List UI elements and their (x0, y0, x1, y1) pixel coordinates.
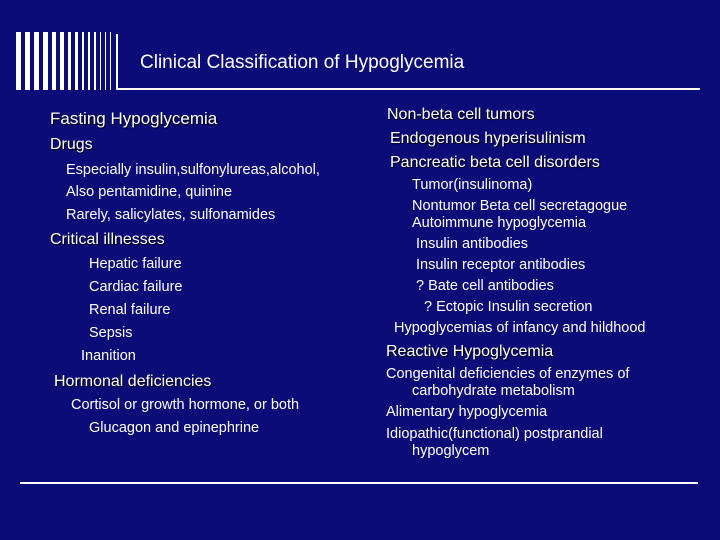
hormonal-item: Glucagon and epinephrine (89, 420, 260, 436)
reactive-item: Congenital deficiencies of enzymes of (386, 366, 630, 382)
nonbeta-heading: Non-beta cell tumors (387, 106, 535, 123)
decor-bar (34, 32, 39, 90)
endogenous-heading: Endogenous hyperisulinism (390, 130, 586, 147)
drugs-item: Rarely, salicylates, sulfonamides (66, 207, 276, 223)
critical-item: Inanition (81, 348, 136, 364)
decor-bar (60, 32, 64, 90)
title-underline (116, 88, 700, 90)
pancreatic-item: ? Bate cell antibodies (416, 278, 554, 294)
decor-bar (88, 32, 90, 90)
decor-bar (105, 32, 106, 90)
drugs-label: Drugs (50, 136, 93, 153)
slide-title: Clinical Classification of Hypoglycemia (140, 52, 465, 73)
hormonal-label: Hormonal deficiencies (54, 373, 212, 390)
decor-bar (16, 32, 21, 90)
pancreatic-item: ? Ectopic Insulin secretion (424, 299, 593, 315)
reactive-item: Idiopathic(functional) postprandial (386, 426, 603, 442)
drugs-item: Especially insulin,sulfonylureas,alcohol, (66, 162, 320, 178)
critical-label: Critical illnesses (50, 231, 165, 248)
footer-rule (20, 482, 698, 484)
pancreatic-heading: Pancreatic beta cell disorders (390, 154, 600, 171)
decor-bar (68, 32, 71, 90)
decor-bar (75, 32, 78, 90)
decor-bar (43, 32, 48, 90)
decorative-bars (16, 32, 126, 90)
decor-bar (25, 32, 30, 90)
pancreatic-item: Hypoglycemias of infancy and hildhood (394, 320, 646, 336)
pancreatic-item: Tumor(insulinoma) (412, 177, 533, 193)
decor-bar (52, 32, 56, 90)
decor-bar (94, 32, 96, 90)
pancreatic-item: Insulin receptor antibodies (416, 257, 586, 273)
reactive-item: hypoglycem (412, 443, 490, 459)
critical-item: Hepatic failure (89, 256, 182, 272)
critical-item: Renal failure (89, 302, 171, 318)
pancreatic-item: Autoimmune hypoglycemia (412, 215, 587, 231)
decor-bar (100, 32, 101, 90)
reactive-heading: Reactive Hypoglycemia (386, 343, 554, 360)
vertical-rule (116, 34, 118, 90)
decor-bar (82, 32, 84, 90)
pancreatic-item: Nontumor Beta cell secretagogue (412, 198, 628, 214)
critical-item: Sepsis (89, 325, 133, 341)
decor-bar (110, 32, 111, 90)
pancreatic-item: Insulin antibodies (416, 236, 529, 252)
fasting-heading: Fasting Hypoglycemia (50, 109, 218, 128)
critical-item: Cardiac failure (89, 279, 183, 295)
reactive-item: Alimentary hypoglycemia (386, 404, 548, 420)
hormonal-item: Cortisol or growth hormone, or both (71, 397, 300, 413)
reactive-item: carbohydrate metabolism (412, 383, 575, 399)
drugs-item: Also pentamidine, quinine (66, 184, 233, 200)
